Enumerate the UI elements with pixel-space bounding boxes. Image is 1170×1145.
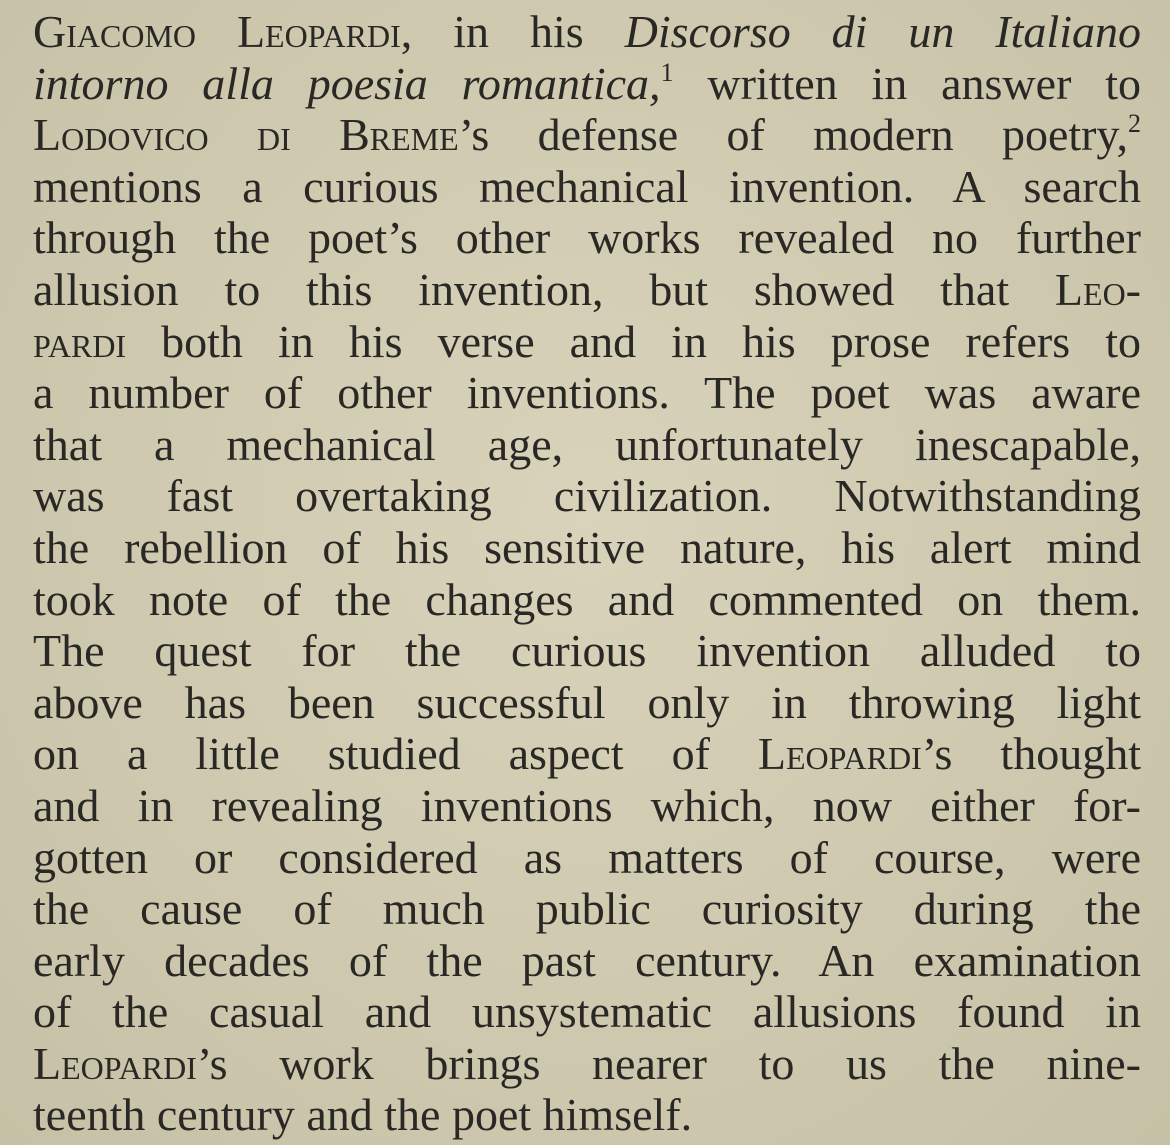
text-line	[33, 574, 1141, 626]
text-line	[33, 935, 1141, 987]
text-run: that a mechanical age, unfortunately inescapable,	[33, 418, 1141, 470]
text-run: above has been successful only in throwing light	[33, 676, 1141, 728]
text-line	[33, 522, 1141, 574]
small-caps-name: Leo-	[1054, 263, 1141, 315]
text-line	[33, 264, 1141, 316]
small-caps-name: Leopardi	[33, 1037, 197, 1089]
small-caps-name: Lodovico di Breme	[33, 109, 459, 161]
text-line	[33, 161, 1141, 213]
small-caps-name: Giacomo Leopardi	[33, 6, 401, 57]
text-line	[33, 780, 1141, 832]
text-run: through the poet’s other works revealed no further	[33, 212, 1141, 264]
text-run: gotten or considered as matters of course, were	[33, 831, 1141, 883]
small-caps-name: pardi	[33, 315, 127, 367]
footnote-marker: 1	[660, 57, 674, 87]
text-run: the cause of much public curiosity during the	[33, 883, 1141, 935]
text-line	[33, 470, 1141, 522]
text-run: The quest for the curious invention alluded to	[33, 625, 1141, 677]
text-line	[33, 316, 1141, 368]
text-line	[33, 1089, 1141, 1141]
text-run: was fast overtaking civilization. Notwithstanding	[33, 470, 1141, 522]
text-line	[33, 986, 1141, 1038]
text-run: a number of other inventions. The poet was aware	[33, 367, 1141, 419]
text-line	[33, 625, 1141, 677]
text-run: of the casual and unsystematic allusions found in	[33, 986, 1141, 1038]
text-line	[33, 677, 1141, 729]
text-run: allusion to this invention, but showed that	[33, 263, 1055, 315]
text-run: the rebellion of his sensitive nature, his alert mind	[33, 521, 1141, 573]
text-run: ’s thought	[921, 728, 1141, 780]
text-run: took note of the changes and commented on them.	[33, 573, 1141, 625]
text-run: on a little studied aspect of	[33, 728, 758, 780]
text-line	[33, 832, 1141, 884]
text-run: , in his	[400, 6, 625, 57]
text-line	[33, 109, 1141, 161]
text-run: ’s defense of modern poetry,	[458, 109, 1129, 161]
text-run: teenth century and the poet himself.	[33, 1089, 693, 1141]
text-run: written in answer to	[673, 57, 1142, 109]
cut-off-next-line	[33, 1135, 1141, 1145]
text-line	[33, 419, 1141, 471]
text-line	[33, 728, 1141, 780]
text-line	[33, 212, 1141, 264]
text-run: both in his verse and in his prose refers to	[126, 315, 1141, 367]
small-caps-name: Leopardi	[757, 728, 922, 780]
text-line	[33, 883, 1141, 935]
italic-title: Discorso di un Italiano	[624, 6, 1141, 57]
text-line	[33, 6, 1141, 58]
text-run: and in revealing inventions which, now either for-	[33, 779, 1141, 831]
text-line	[33, 1038, 1141, 1090]
footnote-marker: 2	[1128, 109, 1142, 139]
text-run: ’s work brings nearer to us the nine-	[196, 1037, 1141, 1089]
text-run: mentions a curious mechanical invention. A search	[33, 160, 1141, 212]
body-paragraph	[33, 6, 1141, 1141]
text-run: early decades of the past century. An examination	[33, 934, 1141, 986]
text-line	[33, 58, 1141, 110]
text-line	[33, 367, 1141, 419]
italic-title: intorno alla poesia romantica,	[33, 57, 661, 109]
